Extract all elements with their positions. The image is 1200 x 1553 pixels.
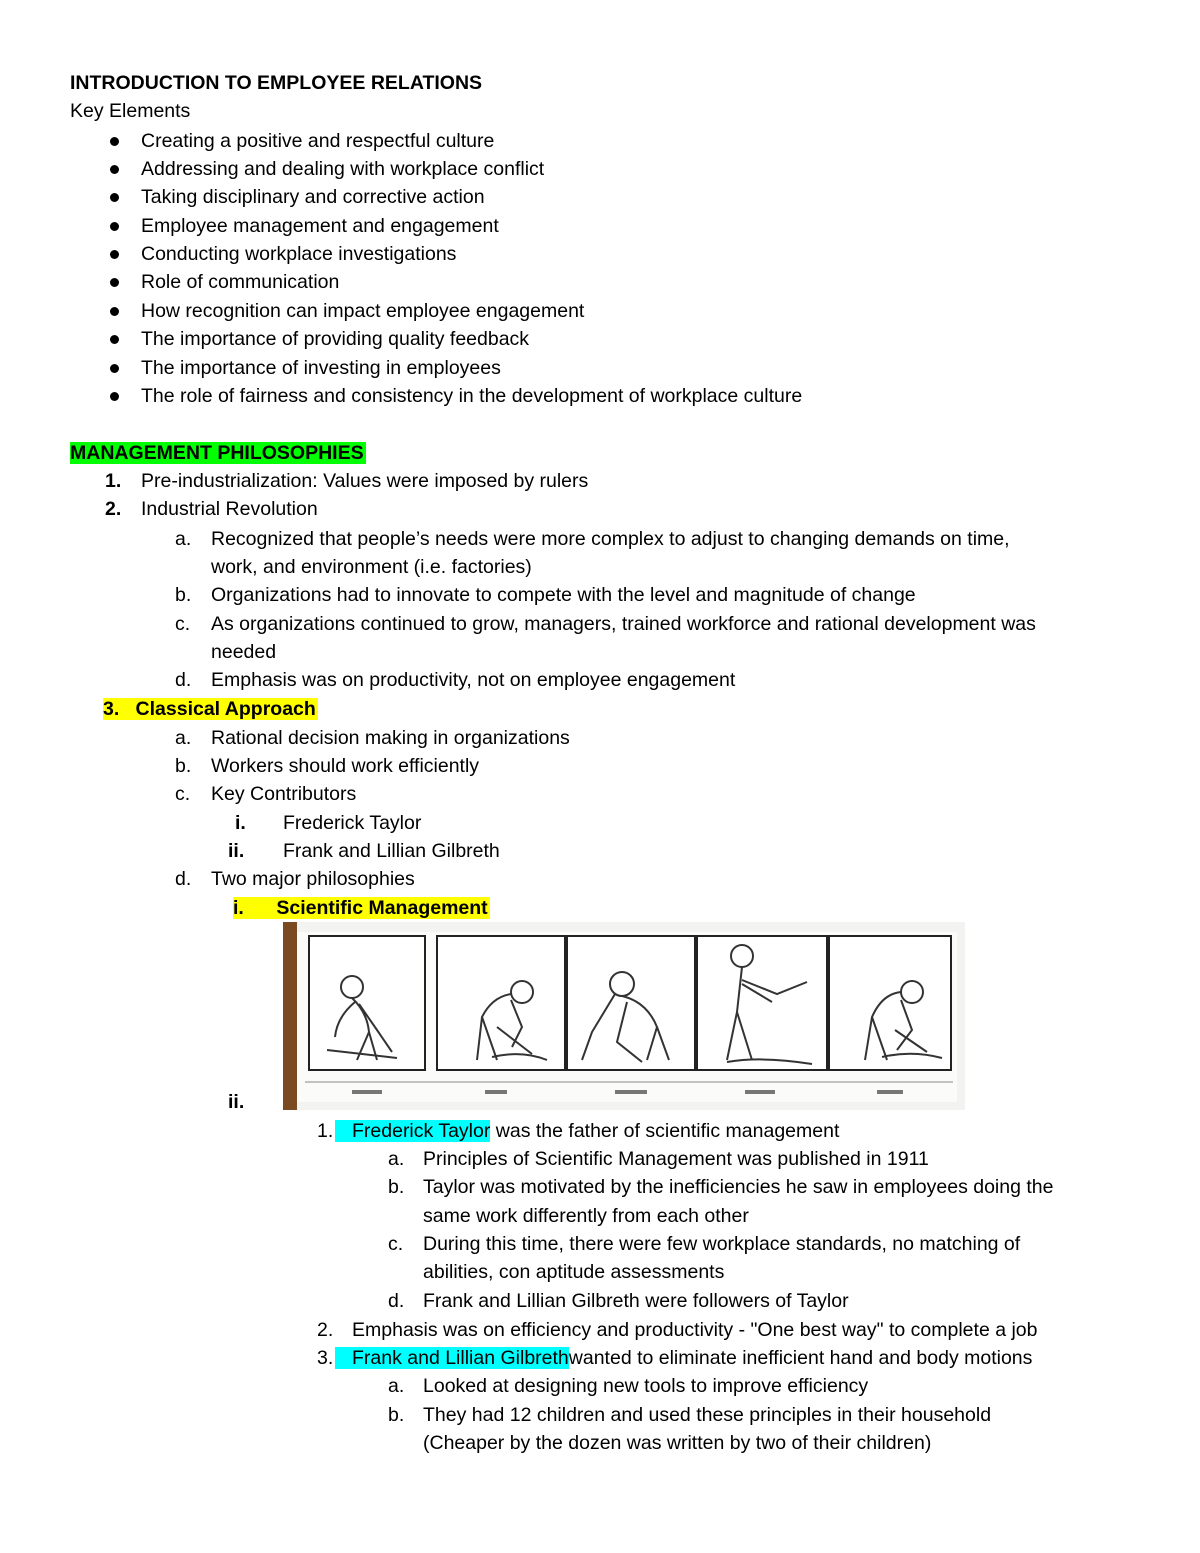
heading-highlight: MANAGEMENT PHILOSOPHIES bbox=[70, 442, 364, 464]
bullet-icon bbox=[110, 222, 119, 231]
list-item: Taking disciplinary and corrective action bbox=[141, 186, 485, 208]
sub-item: Recognized that people’s needs were more complex to adjust to changing demands on time, bbox=[211, 528, 1010, 550]
list-item: Pre-industrialization: Values were imposed by rulers bbox=[141, 470, 589, 492]
list-item: Addressing and dealing with workplace conflict bbox=[141, 158, 545, 180]
sub-marker: a. bbox=[388, 1148, 405, 1170]
sub-item: Frank and Lillian Gilbreth were followers of Taylor bbox=[423, 1290, 849, 1312]
illustration-page bbox=[297, 932, 957, 1102]
illustration-svg bbox=[297, 932, 957, 1102]
bullet-icon bbox=[110, 165, 119, 174]
item-highlight bbox=[103, 698, 318, 720]
sub-marker: c. bbox=[175, 783, 191, 805]
list-marker: 2. bbox=[105, 498, 122, 520]
list-item: Creating a positive and respectful culture bbox=[141, 130, 495, 152]
list-marker: 3. bbox=[103, 698, 120, 720]
panel-3 bbox=[567, 936, 695, 1070]
panel-1 bbox=[309, 936, 425, 1070]
sub-item: Key Contributors bbox=[211, 783, 357, 805]
sub-sub-item: Frederick Taylor bbox=[283, 812, 422, 834]
list-item: The importance of providing quality feedback bbox=[141, 328, 530, 350]
name-highlight: Frederick Taylor bbox=[335, 1120, 490, 1142]
roman-marker: ii. bbox=[228, 1091, 245, 1113]
sub-marker: d. bbox=[175, 868, 192, 890]
list-item: Conducting workplace investigations bbox=[141, 243, 457, 265]
sub-item: During this time, there were few workplace standards, no matching of bbox=[423, 1233, 1021, 1255]
book-spine bbox=[283, 922, 297, 1110]
bullet-icon bbox=[110, 278, 119, 287]
list-item: The importance of investing in employees bbox=[141, 357, 501, 379]
item-text: wanted to eliminate inefficient hand and body motions bbox=[568, 1347, 1033, 1369]
list-item bbox=[335, 1346, 1032, 1370]
list-marker: 2. bbox=[317, 1319, 334, 1341]
bullet-icon bbox=[110, 392, 119, 401]
panel-caption-3 bbox=[615, 1090, 647, 1094]
list-item: Role of communication bbox=[141, 271, 340, 293]
list-item: Employee management and engagement bbox=[141, 215, 499, 237]
sub-item: Two major philosophies bbox=[211, 868, 415, 890]
panel-captions bbox=[352, 1090, 903, 1094]
sub-item: Organizations had to innovate to compete with the level and magnitude of change bbox=[211, 584, 916, 606]
list-item: Industrial Revolution bbox=[141, 498, 318, 520]
panel-caption-2 bbox=[485, 1090, 507, 1094]
list-item-classical bbox=[103, 697, 318, 721]
item-text: was the father of scientific management bbox=[495, 1120, 840, 1142]
sub-item-continued: same work differently from each other bbox=[423, 1205, 749, 1227]
item-highlight bbox=[233, 897, 490, 919]
item-text: Scientific Management bbox=[276, 897, 488, 919]
document-title: INTRODUCTION TO EMPLOYEE RELATIONS bbox=[70, 72, 483, 94]
sub-marker: b. bbox=[388, 1176, 405, 1198]
sub-item: Emphasis was on productivity, not on employee engagement bbox=[211, 669, 736, 691]
key-elements-heading: Key Elements bbox=[70, 100, 191, 122]
panel-caption-4 bbox=[745, 1090, 775, 1094]
sub-marker: b. bbox=[175, 584, 192, 606]
bullet-icon bbox=[110, 307, 119, 316]
sub-marker: d. bbox=[175, 669, 192, 691]
sub-item: Taylor was motivated by the inefficiencies he saw in employees doing the bbox=[423, 1176, 1054, 1198]
roman-marker: i. bbox=[235, 812, 246, 834]
sub-marker: c. bbox=[388, 1233, 404, 1255]
sub-item: As organizations continued to grow, managers, trained workforce and rational development was bbox=[211, 613, 1036, 635]
list-item: How recognition can impact employee engagement bbox=[141, 300, 585, 322]
roman-marker: i. bbox=[233, 897, 244, 919]
sub-item-continued: needed bbox=[211, 641, 277, 663]
sub-marker: b. bbox=[175, 755, 192, 777]
list-marker: 3. bbox=[317, 1347, 334, 1369]
sub-item: Principles of Scientific Management was published in 1911 bbox=[423, 1148, 929, 1170]
sub-sub-item-scientific bbox=[233, 896, 490, 920]
sub-marker: b. bbox=[388, 1404, 405, 1426]
bullet-icon bbox=[110, 250, 119, 259]
sub-item: They had 12 children and used these principles in their household bbox=[423, 1404, 992, 1426]
sub-item-continued: (Cheaper by the dozen was written by two of their children) bbox=[423, 1432, 932, 1454]
panel-caption-5 bbox=[877, 1090, 903, 1094]
list-item bbox=[335, 1119, 839, 1143]
panel-caption-1 bbox=[352, 1090, 382, 1094]
panel-4 bbox=[697, 936, 827, 1070]
sub-marker: a. bbox=[175, 528, 192, 550]
sub-item: Looked at designing new tools to improve efficiency bbox=[423, 1375, 869, 1397]
panel-5 bbox=[829, 936, 951, 1070]
bullet-icon bbox=[110, 335, 119, 344]
item-text: Classical Approach bbox=[135, 698, 316, 720]
list-item: The role of fairness and consistency in the development of workplace culture bbox=[141, 385, 803, 407]
sub-item: Workers should work efficiently bbox=[211, 755, 480, 777]
sub-marker: c. bbox=[175, 613, 191, 635]
bullet-icon bbox=[110, 193, 119, 202]
list-marker: 1. bbox=[317, 1120, 334, 1142]
sub-item-continued: work, and environment (i.e. factories) bbox=[211, 556, 532, 578]
list-marker: 1. bbox=[105, 470, 122, 492]
sub-item: Rational decision making in organizations bbox=[211, 727, 570, 749]
bullet-icon bbox=[110, 364, 119, 373]
section-heading bbox=[70, 441, 366, 465]
shoveling-motion-illustration bbox=[283, 922, 965, 1110]
sub-item-continued: abilities, con aptitude assessments bbox=[423, 1261, 725, 1283]
bullet-icon bbox=[110, 137, 119, 146]
sub-marker: a. bbox=[388, 1375, 405, 1397]
sub-sub-item: Frank and Lillian Gilbreth bbox=[283, 840, 500, 862]
sub-marker: a. bbox=[175, 727, 192, 749]
name-highlight: Frank and Lillian Gilbreth bbox=[335, 1347, 569, 1369]
list-item: Emphasis was on efficiency and productivity - "One best way" to complete a job bbox=[352, 1319, 1038, 1341]
panel-2 bbox=[437, 936, 565, 1070]
roman-marker: ii. bbox=[228, 840, 245, 862]
sub-marker: d. bbox=[388, 1290, 405, 1312]
